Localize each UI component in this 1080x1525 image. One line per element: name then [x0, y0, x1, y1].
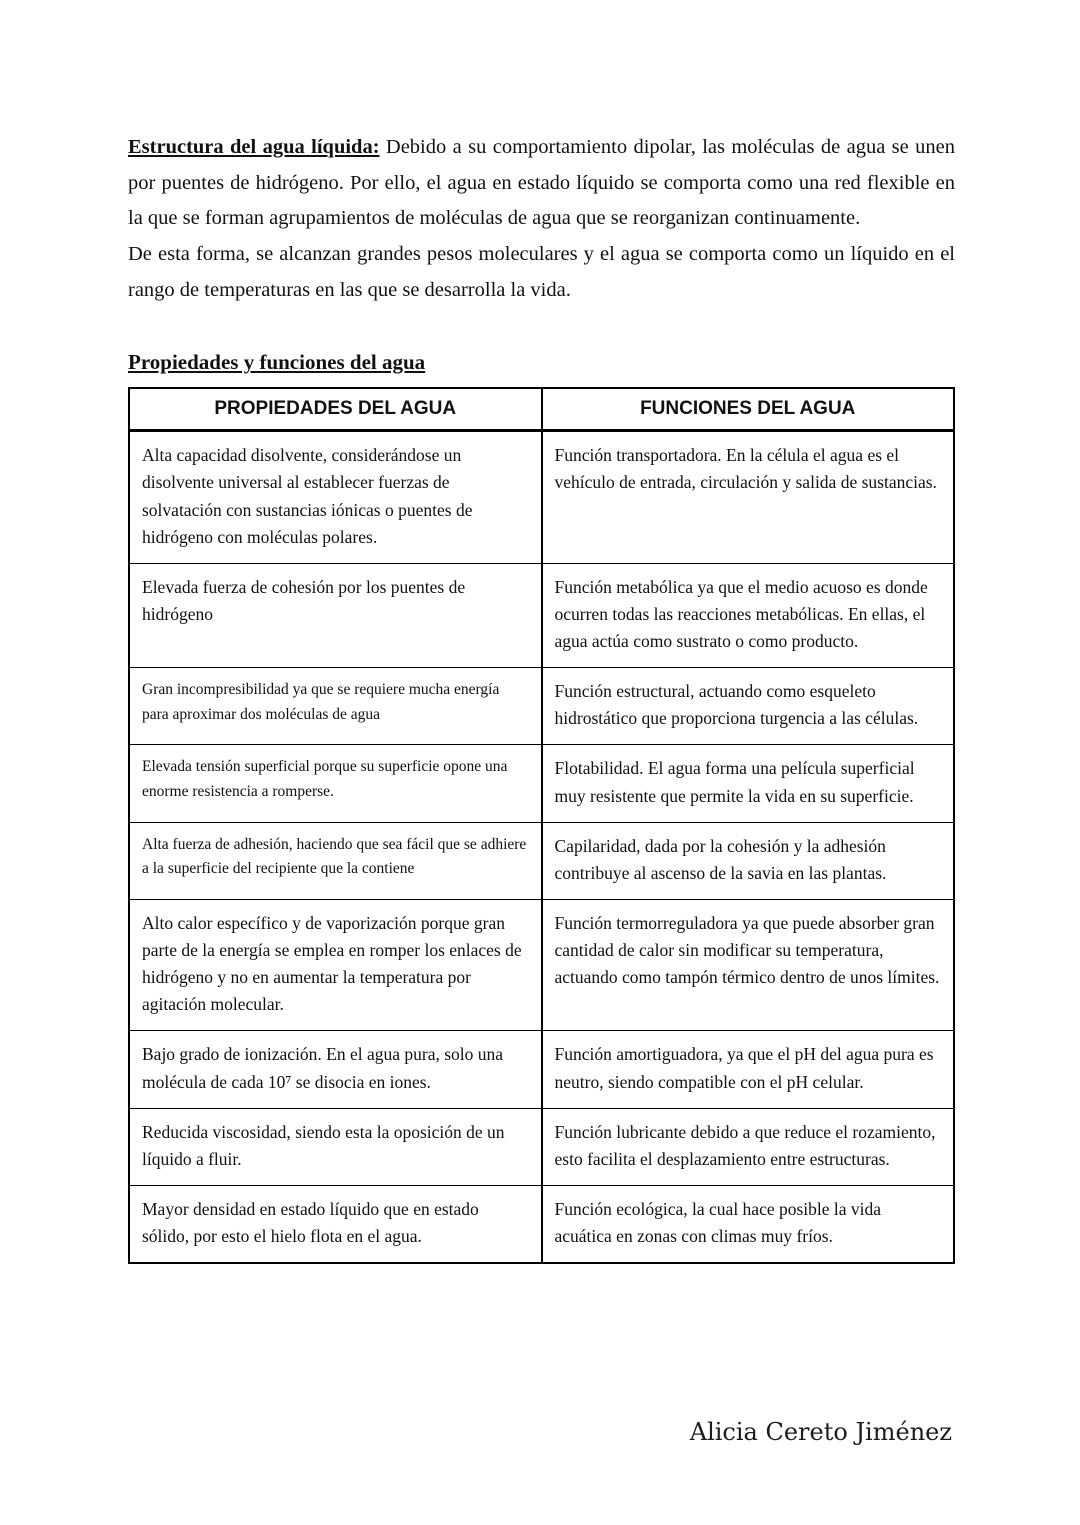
intro-heading: Estructura del agua líquida:	[128, 136, 380, 158]
table-header	[129, 388, 954, 431]
function-cell: Función transportadora. En la célula el agua es el vehículo de entrada, circulación y salida de sustancias.	[542, 431, 955, 564]
function-cell: Flotabilidad. El agua forma una película superficial muy resistente que permite la vida en su superficie.	[542, 745, 955, 822]
function-cell: Función lubricante debido a que reduce el rozamiento, esto facilita el desplazamiento entre estructuras.	[542, 1108, 955, 1185]
table-row	[129, 1185, 954, 1263]
section-heading: Propiedades y funciones del agua	[128, 350, 426, 375]
table-row	[129, 1031, 954, 1108]
property-cell: Elevada fuerza de cohesión por los puentes de hidrógeno	[129, 563, 542, 667]
property-cell: Bajo grado de ionización. En el agua pura, solo una molécula de cada 10⁷ se disocia en iones.	[129, 1031, 542, 1108]
function-cell: Capilaridad, dada por la cohesión y la adhesión contribuye al ascenso de la savia en las plantas.	[542, 822, 955, 899]
table-row	[129, 563, 954, 667]
intro-paragraph-1	[128, 130, 955, 237]
intro-paragraph-2: De esta forma, se alcanzan grandes pesos moleculares y el agua se comporta como un líquido en el rango de temperaturas en las que se desarrolla la vida.	[128, 242, 955, 301]
function-cell: Función metabólica ya que el medio acuoso es donde ocurren todas las reacciones metabólicas. En ellas, el agua actúa como sustrato o como producto.	[542, 563, 955, 667]
property-cell: Elevada tensión superficial porque su superficie opone una enorme resistencia a romperse.	[129, 745, 542, 822]
table-header-functions: FUNCIONES DEL AGUA	[542, 388, 955, 431]
table-row	[129, 668, 954, 745]
property-cell: Alta capacidad disolvente, considerándose un disolvente universal al establecer fuerzas de solvatación con sustancias iónicas o puentes de hidrógeno con moléculas polares.	[129, 431, 542, 564]
table-header-properties: PROPIEDADES DEL AGUA	[129, 388, 542, 431]
function-cell: Función ecológica, la cual hace posible la vida acuática en zonas con climas muy fríos.	[542, 1185, 955, 1263]
table-row	[129, 822, 954, 899]
author-signature: Alicia Cereto Jiménez	[689, 1418, 952, 1446]
table-row	[129, 899, 954, 1031]
intro-paragraph-1-text: Debido a su comportamiento dipolar, las moléculas de agua se unen por puentes de hidrógeno. Por ello, el agua en estado líquido se comporta como una red flexible en la que se forman agrupamientos de moléculas de agua que se reorganizan continuamente.	[128, 136, 955, 230]
function-cell: Función estructural, actuando como esqueleto hidrostático que proporciona turgencia a las células.	[542, 668, 955, 745]
function-cell: Función termorreguladora ya que puede absorber gran cantidad de calor sin modificar su temperatura, actuando como tampón térmico dentro de unos límites.	[542, 899, 955, 1031]
property-cell: Gran incompresibilidad ya que se requiere mucha energía para aproximar dos moléculas de agua	[129, 668, 542, 745]
table-body	[129, 431, 954, 1263]
properties-functions-table	[128, 387, 955, 1264]
table-row	[129, 745, 954, 822]
property-cell: Reducida viscosidad, siendo esta la oposición de un líquido a fluir.	[129, 1108, 542, 1185]
table-row	[129, 1108, 954, 1185]
property-cell: Alta fuerza de adhesión, haciendo que sea fácil que se adhiere a la superficie del recipiente que la contiene	[129, 822, 542, 899]
intro-section	[128, 130, 955, 308]
property-cell: Mayor densidad en estado líquido que en estado sólido, por esto el hielo flota en el agua.	[129, 1185, 542, 1263]
table-row	[129, 431, 954, 564]
property-cell: Alto calor específico y de vaporización porque gran parte de la energía se emplea en romper los enlaces de hidrógeno y no en aumentar la temperatura por agitación molecular.	[129, 899, 542, 1031]
function-cell: Función amortiguadora, ya que el pH del agua pura es neutro, siendo compatible con el pH celular.	[542, 1031, 955, 1108]
table-header-row	[129, 388, 954, 431]
